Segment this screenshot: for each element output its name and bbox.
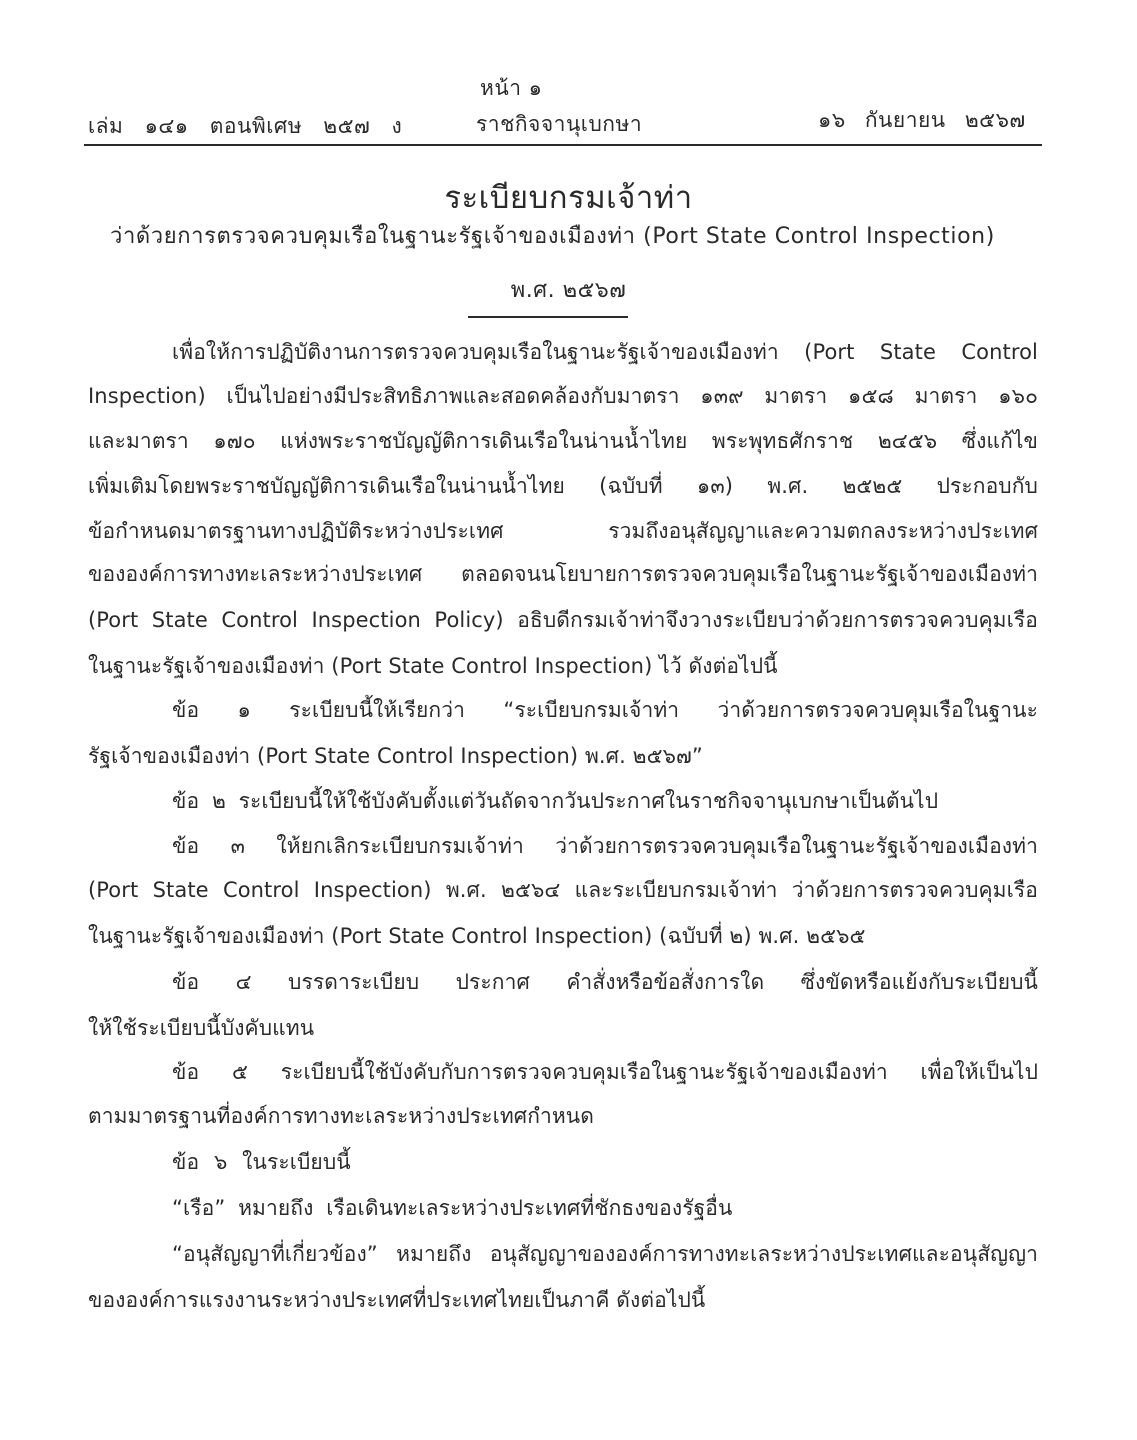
clause-1: ข้อ ๑ ระเบียบนี้ให้เรียกว่า “ระเบียบกรมเจ้าท่า ว่าด้วยการตรวจควบคุมเรือในฐานะ — [172, 698, 1038, 722]
publication-date: ๑๖ กันยายน ๒๕๖๗ — [818, 108, 1026, 132]
header-rule — [84, 144, 1042, 146]
body-line: ตามมาตรฐานที่องค์การทางทะเลระหว่างประเทศกำหนด — [88, 1104, 594, 1128]
page-number: หน้า ๑ — [480, 76, 543, 100]
title-rule — [468, 316, 628, 318]
body-line: ให้ใช้ระเบียบนี้บังคับแทน — [88, 1016, 315, 1040]
definition-conventions: “อนุสัญญาที่เกี่ยวข้อง” หมายถึง อนุสัญญาขององค์การทางทะเลระหว่างประเทศและอนุสัญญา — [172, 1242, 1038, 1266]
volume-info: เล่ม ๑๔๑ ตอนพิเศษ ๒๕๗ ง — [88, 114, 403, 138]
clause-2: ข้อ ๒ ระเบียบนี้ให้ใช้บังคับตั้งแต่วันถัดจากวันประกาศในราชกิจจานุเบกษาเป็นต้นไป — [172, 789, 939, 813]
body-line: รัฐเจ้าของเมืองท่า (Port State Control Inspection) พ.ศ. ๒๕๖๗” — [88, 744, 703, 768]
definition-ship: “เรือ” หมายถึง เรือเดินทะเลระหว่างประเทศที่ชักธงของรัฐอื่น — [172, 1196, 733, 1220]
clause-5: ข้อ ๕ ระเบียบนี้ใช้บังคับกับการตรวจควบคุมเรือในฐานะรัฐเจ้าของเมืองท่า เพื่อให้เป็นไป — [172, 1060, 1038, 1084]
body-line: ในฐานะรัฐเจ้าของเมืองท่า (Port State Control Inspection) ไว้ ดังต่อไปนี้ — [88, 654, 778, 678]
document-title: ระเบียบกรมเจ้าท่า — [444, 180, 693, 216]
body-line: เพิ่มเติมโดยพระราชบัญญัติการเดินเรือในน่านน้ำไทย (ฉบับที่ ๑๓) พ.ศ. ๒๕๒๕ ประกอบกับ — [88, 474, 1038, 498]
document-subtitle: ว่าด้วยการตรวจควบคุมเรือในฐานะรัฐเจ้าของเมืองท่า (Port State Control Inspection) — [110, 224, 995, 249]
document-year: พ.ศ. ๒๕๖๗ — [510, 278, 627, 303]
body-line: (Port State Control Inspection Policy) อธิบดีกรมเจ้าท่าจึงวางระเบียบว่าด้วยการตรวจควบคุมเรือ — [88, 608, 1038, 632]
body-line: เพื่อให้การปฏิบัติงานการตรวจควบคุมเรือในฐานะรัฐเจ้าของเมืองท่า (Port State Control — [172, 340, 1038, 364]
body-line: Inspection) เป็นไปอย่างมีประสิทธิภาพและสอดคล้องกับมาตรา ๑๓๙ มาตรา ๑๕๘ มาตรา ๑๖๐ — [88, 384, 1038, 408]
body-line: (Port State Control Inspection) พ.ศ. ๒๕๖๔ และระเบียบกรมเจ้าท่า ว่าด้วยการตรวจควบคุมเรือ — [88, 878, 1038, 902]
clause-3: ข้อ ๓ ให้ยกเลิกระเบียบกรมเจ้าท่า ว่าด้วยการตรวจควบคุมเรือในฐานะรัฐเจ้าของเมืองท่า — [172, 834, 1038, 858]
body-line: ข้อกำหนดมาตรฐานทางปฏิบัติระหว่างประเทศ รวมถึงอนุสัญญาและความตกลงระหว่างประเทศ — [88, 519, 1038, 543]
clause-4: ข้อ ๔ บรรดาระเบียบ ประกาศ คำสั่งหรือข้อสั่งการใด ซึ่งขัดหรือแย้งกับระเบียบนี้ — [172, 970, 1038, 994]
gazette-name: ราชกิจจานุเบกษา — [476, 112, 643, 136]
clause-6: ข้อ ๖ ในระเบียบนี้ — [172, 1150, 351, 1174]
body-line: ขององค์การแรงงานระหว่างประเทศที่ประเทศไทยเป็นภาคี ดังต่อไปนี้ — [88, 1288, 706, 1312]
body-line: และมาตรา ๑๗๐ แห่งพระราชบัญญัติการเดินเรือในน่านน้ำไทย พระพุทธศักราช ๒๔๕๖ ซึ่งแก้ไข — [88, 429, 1038, 453]
body-line: ขององค์การทางทะเลระหว่างประเทศ ตลอดจนนโยบายการตรวจควบคุมเรือในฐานะรัฐเจ้าของเมืองท่า — [88, 562, 1038, 586]
body-line: ในฐานะรัฐเจ้าของเมืองท่า (Port State Control Inspection) (ฉบับที่ ๒) พ.ศ. ๒๕๖๕ — [88, 924, 866, 948]
